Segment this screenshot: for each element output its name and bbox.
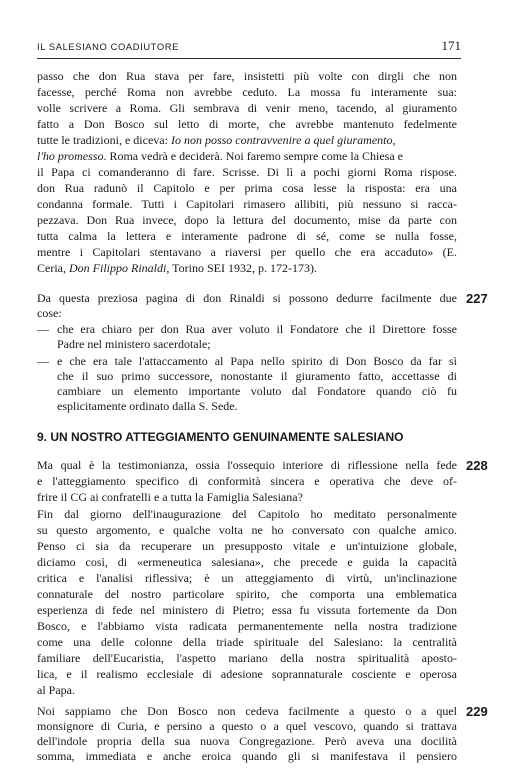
paragraph-line: al Papa. [37,683,75,697]
bullet-line: che era chiaro per don Rua aver voluto il Fondatore che il Direttore fosse [57,322,457,336]
section-heading: 9. UN NOSTRO ATTEGGIAMENTO GENUINAMENTE SALESIANO [37,430,404,444]
bullet-dash: — [37,354,49,368]
citation-title: Don Filippo Rinaldi [69,261,167,275]
paragraph-line: Bosco, e l'abbiamo vista radicata permanentemente nella nostra tradizione [37,619,457,633]
paragraph-line: monsignore di Curia, e persino a questo o a quel vescovo, quando si trattava [37,719,457,733]
paragraph-line: Ma qual è la testimonianza, ossia l'ossequio interiore di riflessione nella fede [37,458,457,472]
paragraph-line: familiare dell'Eucaristia, l'aspetto mariano della nostra spiritualità aposto- [37,651,457,665]
bullet-line: che il suo primo successore, nonostante il giuramento fatto, accettasse di [57,369,457,383]
running-head [37,38,461,54]
paragraph-number-229: 229 [466,704,488,719]
quote-line: facesse, perché Roma non avrebbe ceduto. La mossa fu interamente sua: [37,85,457,99]
paragraph-line: su questo argomento, e qualche volta ne ho conversato con qualche amico. [37,523,457,537]
paragraph-line: connaturale del nostro particolare spirito, che comporta una emblematica [37,587,457,601]
quote-line: don Rua radunò il Capitolo e per prima cosa lesse la risposta: era una [37,181,457,195]
paragraph-line: diciamo così, di «ermeneutica salesiana», che precede e guida la capacità [37,555,457,569]
paragraph-line: lica, e il realismo ecclesiale di adesione soprannaturale cosciente e operosa [37,667,457,681]
bullet-line: esplicitamente ordinato dalla S. Sede. [57,399,238,413]
paragraph-line: Da questa preziosa pagina di don Rinaldi si possono dedurre facilmente due [37,291,457,305]
quote-line [37,261,457,276]
paragraph-line: esperienza di fede nel ministero di Pietro; essa fu vissuta fortemente da Don [37,603,457,617]
bullet-line: Padre nel ministero sacerdotale; [57,337,211,351]
quote-line: passo che don Rua stava per fare, insistetti più volte con dirgli che non [37,69,457,83]
quote-text: tutte le tradizioni, e diceva: [37,133,171,147]
quote-line: il Papa ci comanderanno di fare. Scrisse. Di lì a pochi giorni Roma rispose. [37,165,457,179]
bullet-dash: — [37,322,49,336]
paragraph-line: dell'indole propria della sua nuova Congregazione. Però aveva una docilità [37,734,457,748]
paragraph-line: frire il CG ai confratelli e a tutta la Famiglia Salesiana? [37,490,303,504]
running-title: IL SALESIANO COADIUTORE [37,41,179,52]
paragraph-number-228: 228 [466,458,488,473]
quote-italic: Io non posso contravvenire a quel giuramento, [170,133,396,147]
quote-line: volle scrivere a Roma. Gli sembrava di venir meno, tacendo, al giuramento [37,101,457,115]
paragraph-line: Penso ci sia da recuperare un presupposto vitale e un'intuizione globale, [37,539,457,553]
quote-text: . Roma vedrà e deciderà. Noi faremo sempre come la Chiesa e [103,149,404,163]
bullet-line: cambiare un elemento importante voluto dal Fondatore quando ciò fu [57,384,457,398]
quote-line: condanna formale. Tutti i Capitolari rimasero allibiti, più nessuno si racca- [37,197,457,211]
page-number: 171 [441,38,461,53]
paragraph-line: somma, immediata e anche eroica quando gli si manifestava il pensiero [37,749,457,763]
paragraph-line: Fin dal giorno dell'inaugurazione del Capitolo ho meditato personalmente [37,507,457,521]
bullet-line: e che era tale l'attaccamento al Papa nello spirito di Don Bosco da far sì [57,354,457,368]
quote-line: fatto a Don Bosco sul letto di morte, che avrebbe mantenuto fedelmente [37,117,457,131]
paragraph-line: e l'atteggiamento specifico di conformità sincera e operativa che deve of- [37,474,457,488]
quote-line: pezzava. Don Rua invece, dopo la lettura del documento, mise da parte con [37,213,457,227]
quote-line [37,149,457,164]
quote-line: tutta calma la lettera e interamente padrone di sé, come se nulla fosse, [37,229,457,243]
paragraph-line: come una delle colonne della triade spirituale del Salesiano: la centralità [37,635,457,649]
quote-text: Ceria, [37,261,69,275]
quote-line [37,133,457,148]
quote-text: , Torino SEI 1932, p. 172-173). [166,261,317,275]
header-rule [37,58,461,59]
paragraph-line: Noi sappiamo che Don Bosco non cedeva facilmente a questo o a quel [37,704,457,718]
paragraph-line: critica e l'analisi riflessiva; è un atteggiamento di virtù, un'inclinazione [37,571,457,585]
paragraph-number-227: 227 [466,291,488,306]
quote-italic: l'ho promesso [37,149,104,163]
quote-line: mentre i Capitolari stentavano a riaversi per quello che era accaduto» (E. [37,245,457,259]
paragraph-line: cose: [37,306,62,320]
